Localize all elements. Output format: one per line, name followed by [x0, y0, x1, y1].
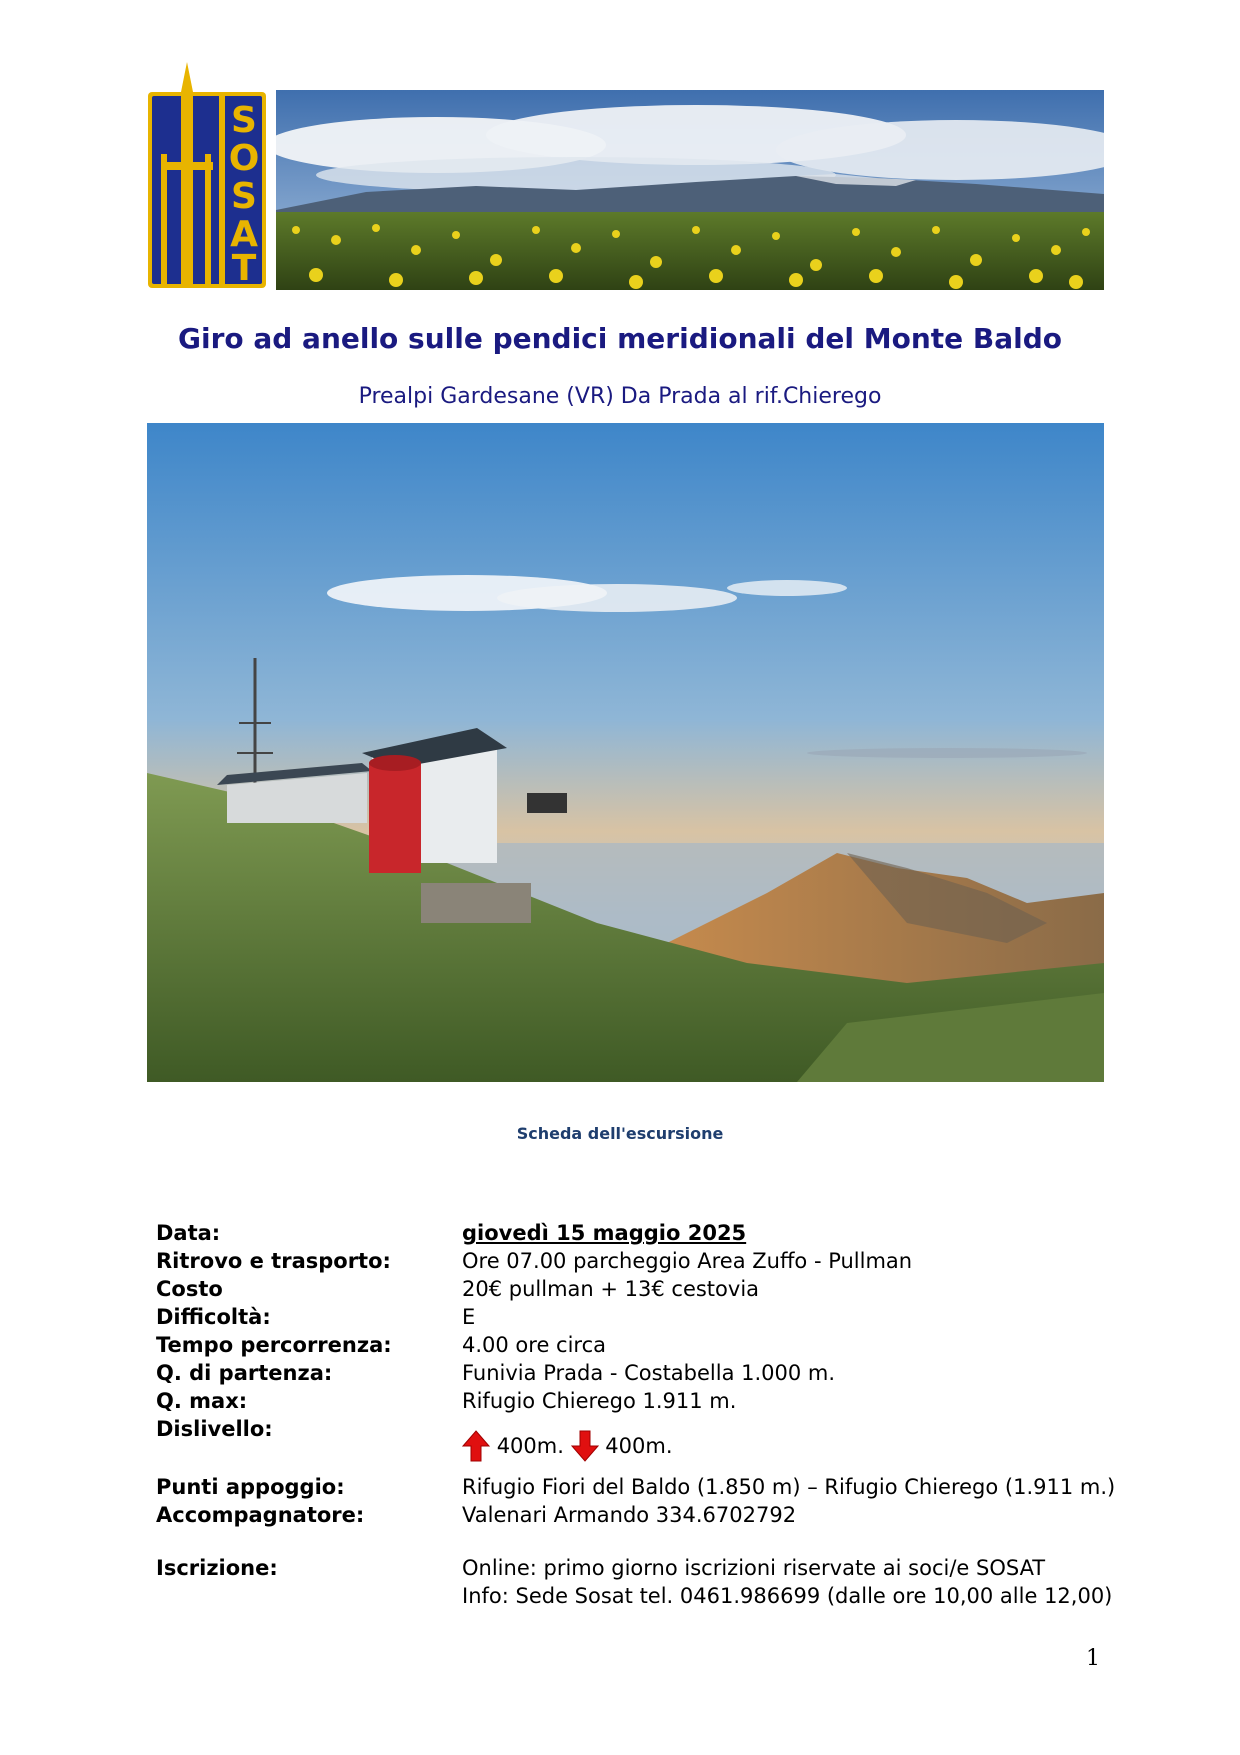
dislivello-down: 400m.: [605, 1434, 673, 1458]
logo-letter-s1: S: [231, 100, 257, 141]
value-dislivello: [462, 1430, 673, 1462]
page-subtitle: Prealpi Gardesane (VR) Da Prada al rif.Chierego: [358, 384, 882, 409]
label-max: Q. max:: [156, 1389, 248, 1413]
value-partenza: Funivia Prada - Costabella 1.000 m.: [462, 1361, 836, 1385]
label-partenza: Q. di partenza:: [156, 1361, 333, 1385]
label-punti: Punti appoggio:: [156, 1475, 345, 1499]
arrow-up-icon: [462, 1430, 490, 1462]
logo-letter-t: T: [231, 248, 257, 289]
label-difficolta: Difficoltà:: [156, 1305, 271, 1329]
logo-letter-o: O: [228, 138, 260, 179]
value-tempo: 4.00 ore circa: [462, 1333, 607, 1357]
label-tempo: Tempo percorrenza:: [156, 1333, 392, 1357]
label-iscrizione: Iscrizione:: [156, 1556, 278, 1580]
label-dislivello: Dislivello:: [156, 1417, 273, 1441]
label-accompagnatore: Accompagnatore:: [156, 1503, 365, 1527]
sosat-logo: [147, 62, 267, 290]
label-costo: Costo: [156, 1277, 223, 1301]
logo-letter-s2: S: [231, 176, 257, 217]
value-punti: Rifugio Fiori del Baldo (1.850 m) – Rifugio Chierego (1.911 m.): [462, 1475, 1116, 1499]
value-difficolta: E: [462, 1305, 476, 1329]
value-iscrizione: Online: primo giorno iscrizioni riservate ai soci/e SOSAT: [462, 1556, 1046, 1580]
value-accompagnatore: Valenari Armando 334.6702792: [462, 1503, 797, 1527]
value-data: giovedì 15 maggio 2025: [462, 1221, 747, 1245]
label-data: Data:: [156, 1221, 221, 1245]
banner-image: [276, 90, 1104, 290]
page-title: Giro ad anello sulle pendici meridionali del Monte Baldo: [177, 322, 1062, 355]
value-costo: 20€ pullman + 13€ cestovia: [462, 1277, 760, 1301]
page-number: 1: [1086, 1646, 1100, 1671]
label-ritrovo: Ritrovo e trasporto:: [156, 1249, 391, 1273]
arrow-down-icon: [571, 1430, 599, 1462]
value-max: Rifugio Chierego 1.911 m.: [462, 1389, 737, 1413]
dislivello-up: 400m.: [496, 1434, 564, 1458]
value-iscrizione-info: Info: Sede Sosat tel. 0461.986699 (dalle ore 10,00 alle 12,00): [462, 1584, 1113, 1608]
main-photo: [147, 423, 1104, 1082]
section-heading: Scheda dell'escursione: [516, 1124, 724, 1143]
value-ritrovo: Ore 07.00 parcheggio Area Zuffo - Pullman: [462, 1249, 913, 1273]
logo-letter-a: A: [230, 214, 258, 255]
